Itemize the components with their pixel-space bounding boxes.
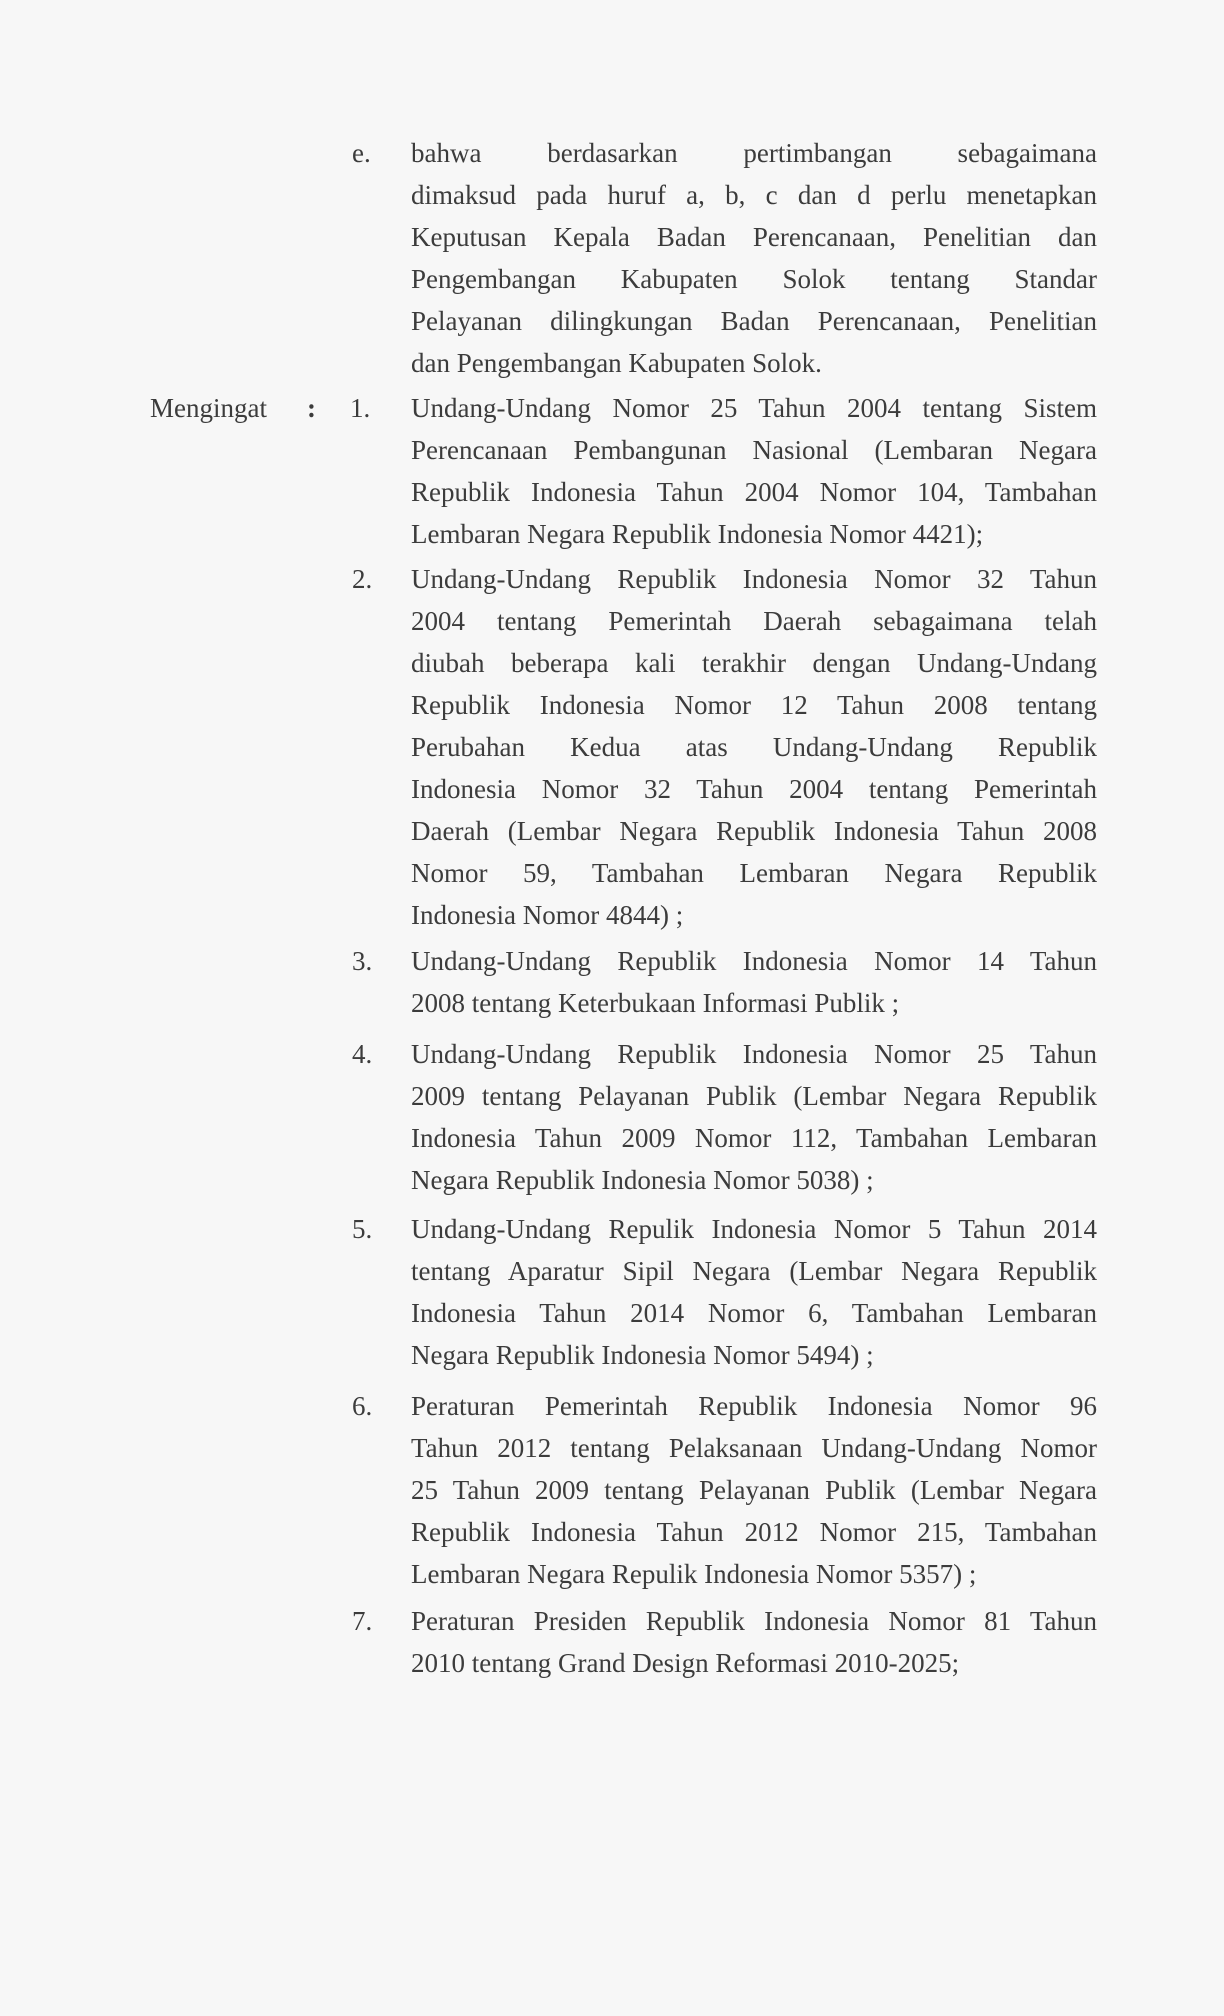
text-line: dimaksud pada huruf a, b, c dan d perlu menetapkan [411,180,1097,210]
text-line: diubah beberapa kali terakhir dengan Undang-Undang [411,648,1097,678]
text-line: Pengembangan Kabupaten Solok tentang Standar [411,264,1097,294]
text-line: tentang Aparatur Sipil Negara (Lembar Negara Republik [411,1256,1097,1286]
text-line: Tahun 2012 tentang Pelaksanaan Undang-Undang Nomor [411,1433,1097,1463]
mengingat-colon: : [307,393,316,423]
item-3-marker: 3. [352,946,373,976]
text-line: bahwa berdasarkan pertimbangan sebagaimana [411,138,1097,168]
item-e-text [411,132,1097,384]
item-1-text [411,387,1097,555]
item-6-marker: 6. [352,1391,373,1421]
item-2-text [411,558,1097,936]
item-4-text [411,1033,1097,1201]
item-3-text [411,940,1097,1024]
text-line: Negara Republik Indonesia Nomor 5494) ; [411,1340,874,1370]
item-7-text [411,1600,1097,1684]
item-5-text [411,1208,1097,1376]
text-line: Undang-Undang Republik Indonesia Nomor 32 Tahun [411,564,1097,594]
text-line: dan Pengembangan Kabupaten Solok. [411,348,822,378]
item-1-marker: 1. [350,393,371,423]
text-line: Pelayanan dilingkungan Badan Perencanaan, Penelitian [411,306,1097,336]
text-line: Negara Republik Indonesia Nomor 5038) ; [411,1165,874,1195]
text-line: Indonesia Tahun 2009 Nomor 112, Tambahan Lembaran [411,1123,1097,1153]
text-line: Lembaran Negara Repulik Indonesia Nomor 5357) ; [411,1559,977,1589]
text-line: Lembaran Negara Republik Indonesia Nomor 4421); [411,519,984,549]
text-line: 2010 tentang Grand Design Reformasi 2010-2025; [411,1648,960,1678]
text-line: Daerah (Lembar Negara Republik Indonesia Tahun 2008 [411,816,1097,846]
item-2-marker: 2. [352,564,373,594]
text-line: 2009 tentang Pelayanan Publik (Lembar Negara Republik [411,1081,1097,1111]
text-line: Indonesia Nomor 32 Tahun 2004 tentang Pemerintah [411,774,1097,804]
text-line: Undang-Undang Republik Indonesia Nomor 25 Tahun [411,1039,1097,1069]
text-line: Peraturan Pemerintah Republik Indonesia Nomor 96 [411,1391,1097,1421]
text-line: Perubahan Kedua atas Undang-Undang Republik [411,732,1097,762]
text-line: Indonesia Tahun 2014 Nomor 6, Tambahan Lembaran [411,1298,1097,1328]
item-6-text [411,1385,1097,1595]
item-4-marker: 4. [352,1039,373,1069]
text-line: Perencanaan Pembangunan Nasional (Lembaran Negara [411,435,1097,465]
item-e-marker: e. [352,138,371,168]
mengingat-label: Mengingat [150,393,267,423]
text-line: Undang-Undang Republik Indonesia Nomor 14 Tahun [411,946,1097,976]
text-line: Republik Indonesia Tahun 2004 Nomor 104, Tambahan [411,477,1097,507]
item-5-marker: 5. [352,1214,373,1244]
text-line: 2008 tentang Keterbukaan Informasi Publik ; [411,988,900,1018]
text-line: Nomor 59, Tambahan Lembaran Negara Republik [411,858,1097,888]
text-line: Undang-Undang Nomor 25 Tahun 2004 tentang Sistem [411,393,1097,423]
text-line: Republik Indonesia Tahun 2012 Nomor 215, Tambahan [411,1517,1097,1547]
text-line: Keputusan Kepala Badan Perencanaan, Penelitian dan [411,222,1097,252]
text-line: Undang-Undang Repulik Indonesia Nomor 5 Tahun 2014 [411,1214,1097,1244]
text-line: Republik Indonesia Nomor 12 Tahun 2008 tentang [411,690,1097,720]
text-line: 25 Tahun 2009 tentang Pelayanan Publik (Lembar Negara [411,1475,1097,1505]
text-line: Indonesia Nomor 4844) ; [411,900,684,930]
text-line: 2004 tentang Pemerintah Daerah sebagaimana telah [411,606,1097,636]
item-7-marker: 7. [352,1606,373,1636]
text-line: Peraturan Presiden Republik Indonesia Nomor 81 Tahun [411,1606,1097,1636]
